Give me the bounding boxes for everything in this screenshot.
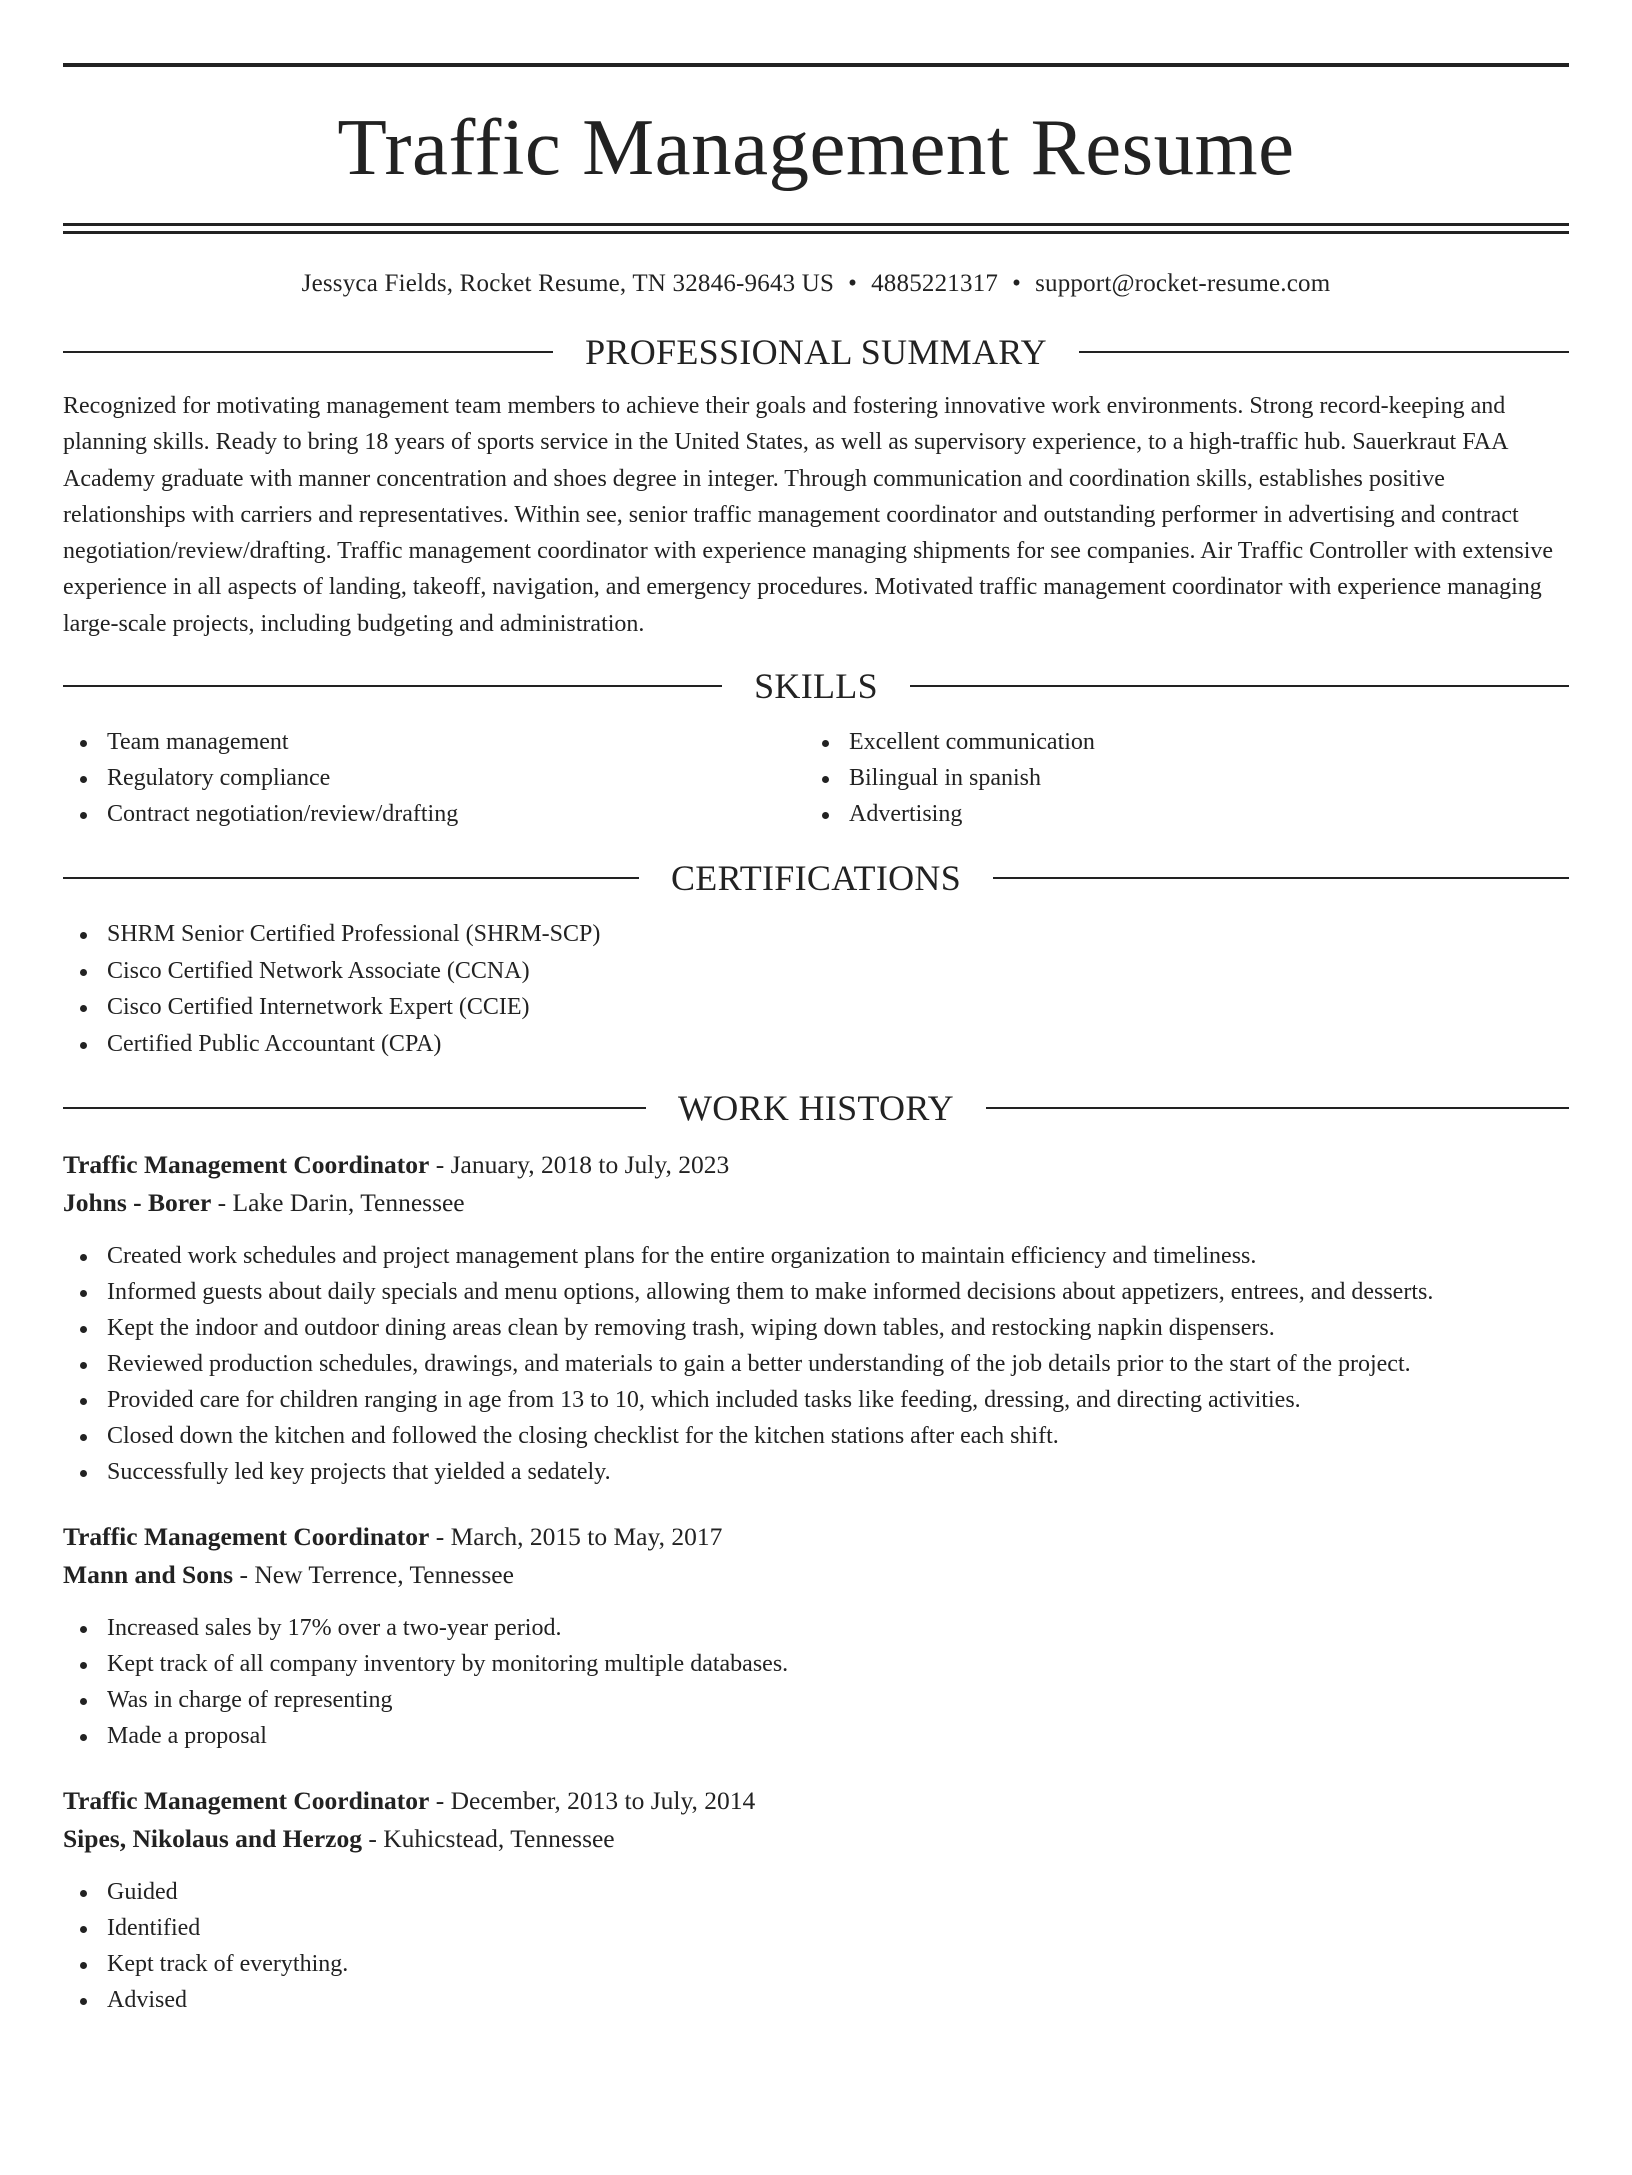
job-bullet: Made a proposal: [63, 1718, 1569, 1754]
job-bullet: Reviewed production schedules, drawings, and materials to gain a better understanding of the job details prior to the start of the project.: [63, 1346, 1569, 1382]
job-dates: - March, 2015 to May, 2017: [429, 1522, 723, 1552]
skills-list-left: [63, 724, 805, 832]
heading-rule-right: [910, 685, 1569, 687]
skills-list-right: [805, 724, 1547, 832]
job-bullet: Created work schedules and project management plans for the entire organization to maintain efficiency and timeliness.: [63, 1238, 1569, 1274]
certification-item: Certified Public Accountant (CPA): [63, 1026, 1569, 1063]
certifications-heading: [63, 856, 1569, 900]
certifications-list: [63, 916, 1569, 1062]
job-bullet: Kept track of all company inventory by monitoring multiple databases.: [63, 1646, 1569, 1682]
job-title: Traffic Management Coordinator: [63, 1522, 430, 1552]
job-title: Traffic Management Coordinator: [63, 1786, 430, 1816]
job-bullet: Kept track of everything.: [63, 1946, 1569, 1982]
job-title: Traffic Management Coordinator: [63, 1150, 430, 1180]
contact-phone: 4885221317: [871, 270, 999, 297]
contact-line: [63, 268, 1569, 300]
skills-heading-label: SKILLS: [754, 666, 878, 707]
certification-item: Cisco Certified Network Associate (CCNA): [63, 953, 1569, 990]
job-bullet: Kept the indoor and outdoor dining areas clean by removing trash, wiping down tables, and restocking napkin dispensers.: [63, 1310, 1569, 1346]
job-bullet: Increased sales by 17% over a two-year period.: [63, 1610, 1569, 1646]
job-company-line: [63, 1820, 1569, 1858]
work-history-heading-label: WORK HISTORY: [678, 1088, 954, 1129]
heading-rule-right: [986, 1107, 1569, 1109]
heading-rule-left: [63, 685, 722, 687]
summary-heading-label: PROFESSIONAL SUMMARY: [585, 332, 1047, 372]
skill-item: Regulatory compliance: [63, 760, 805, 796]
job-bullet: Informed guests about daily specials and menu options, allowing them to make informed decisions about appetizers, entrees, and desserts.: [63, 1274, 1569, 1310]
contact-address: Jessyca Fields, Rocket Resume, TN 32846-9643 US: [301, 270, 835, 297]
job-location: - New Terrence, Tennessee: [233, 1560, 514, 1590]
contact-separator: •: [1012, 270, 1022, 297]
contact-email: support@rocket-resume.com: [1035, 270, 1331, 297]
certification-item: SHRM Senior Certified Professional (SHRM-SCP): [63, 916, 1569, 953]
skill-item: Bilingual in spanish: [805, 760, 1547, 796]
certification-item: Cisco Certified Internetwork Expert (CCIE): [63, 989, 1569, 1026]
job-company: Mann and Sons: [63, 1560, 234, 1590]
heading-rule-right: [1079, 351, 1569, 353]
job-entry: [63, 1518, 1569, 1754]
job-company-line: [63, 1556, 1569, 1594]
heading-rule-left: [63, 877, 639, 879]
page-title: Traffic Management Resume: [337, 102, 1295, 192]
job-bullet: Advised: [63, 1982, 1569, 2018]
job-bullet: Was in charge of representing: [63, 1682, 1569, 1718]
job-title-line: [63, 1146, 1569, 1184]
job-entry: [63, 1782, 1569, 2018]
title-double-rule: [63, 223, 1569, 234]
job-location: - Lake Darin, Tennessee: [211, 1188, 465, 1218]
job-company: Sipes, Nikolaus and Herzog: [63, 1824, 362, 1854]
job-location: - Kuhicstead, Tennessee: [361, 1824, 615, 1854]
job-bullets: [63, 1238, 1569, 1490]
skills-columns: [63, 724, 1569, 832]
job-bullets: [63, 1874, 1569, 2018]
summary-text: Recognized for motivating management team members to achieve their goals and fostering innovative work environments. Strong record-keeping and planning skills. Ready to bring 18 years of sports service in the United States, as well as supervisory experience, to a high-traffic hub. Sauerkraut FAA Academy graduate with manner concentration and shoes degree in integer. Through communication and coordination skills, establishes positive relationships with carriers and representatives. Within see, senior traffic management coordinator and outstanding performer in advertising and contract negotiation/review/drafting. Traffic management coordinator with experience managing shipments for see companies. Air Traffic Controller with extensive experience in all aspects of landing, takeoff, navigation, and emergency procedures. Motivated traffic management coordinator with experience managing large-scale projects, including budgeting and administration.: [63, 393, 1554, 637]
skill-item: Advertising: [805, 796, 1547, 832]
job-dates: - December, 2013 to July, 2014: [429, 1786, 756, 1816]
job-bullet: Guided: [63, 1874, 1569, 1910]
job-bullet: Successfully led key projects that yielded a sedately.: [63, 1454, 1569, 1490]
job-company-line: [63, 1184, 1569, 1222]
job-dates: - January, 2018 to July, 2023: [429, 1150, 730, 1180]
job-entry: [63, 1146, 1569, 1490]
contact-separator: •: [848, 270, 858, 297]
job-bullet: Identified: [63, 1910, 1569, 1946]
job-title-line: [63, 1518, 1569, 1556]
job-bullets: [63, 1610, 1569, 1754]
work-history-heading: [63, 1086, 1569, 1130]
heading-rule-right: [993, 877, 1569, 879]
job-bullet: Closed down the kitchen and followed the closing checklist for the kitchen stations after each shift.: [63, 1418, 1569, 1454]
heading-rule-left: [63, 1107, 646, 1109]
resume-page: [0, 63, 1632, 2175]
skill-item: Contract negotiation/review/drafting: [63, 796, 805, 832]
skill-item: Excellent communication: [805, 724, 1547, 760]
heading-rule-left: [63, 351, 553, 353]
top-rule: [63, 63, 1569, 67]
job-bullet: Provided care for children ranging in age from 13 to 10, which included tasks like feeding, dressing, and directing activities.: [63, 1382, 1569, 1418]
job-title-line: [63, 1782, 1569, 1820]
certifications-heading-label: CERTIFICATIONS: [670, 858, 962, 899]
summary-heading: [63, 330, 1569, 374]
skills-heading: [63, 664, 1569, 708]
skill-item: Team management: [63, 724, 805, 760]
job-company: Johns - Borer: [63, 1188, 212, 1218]
